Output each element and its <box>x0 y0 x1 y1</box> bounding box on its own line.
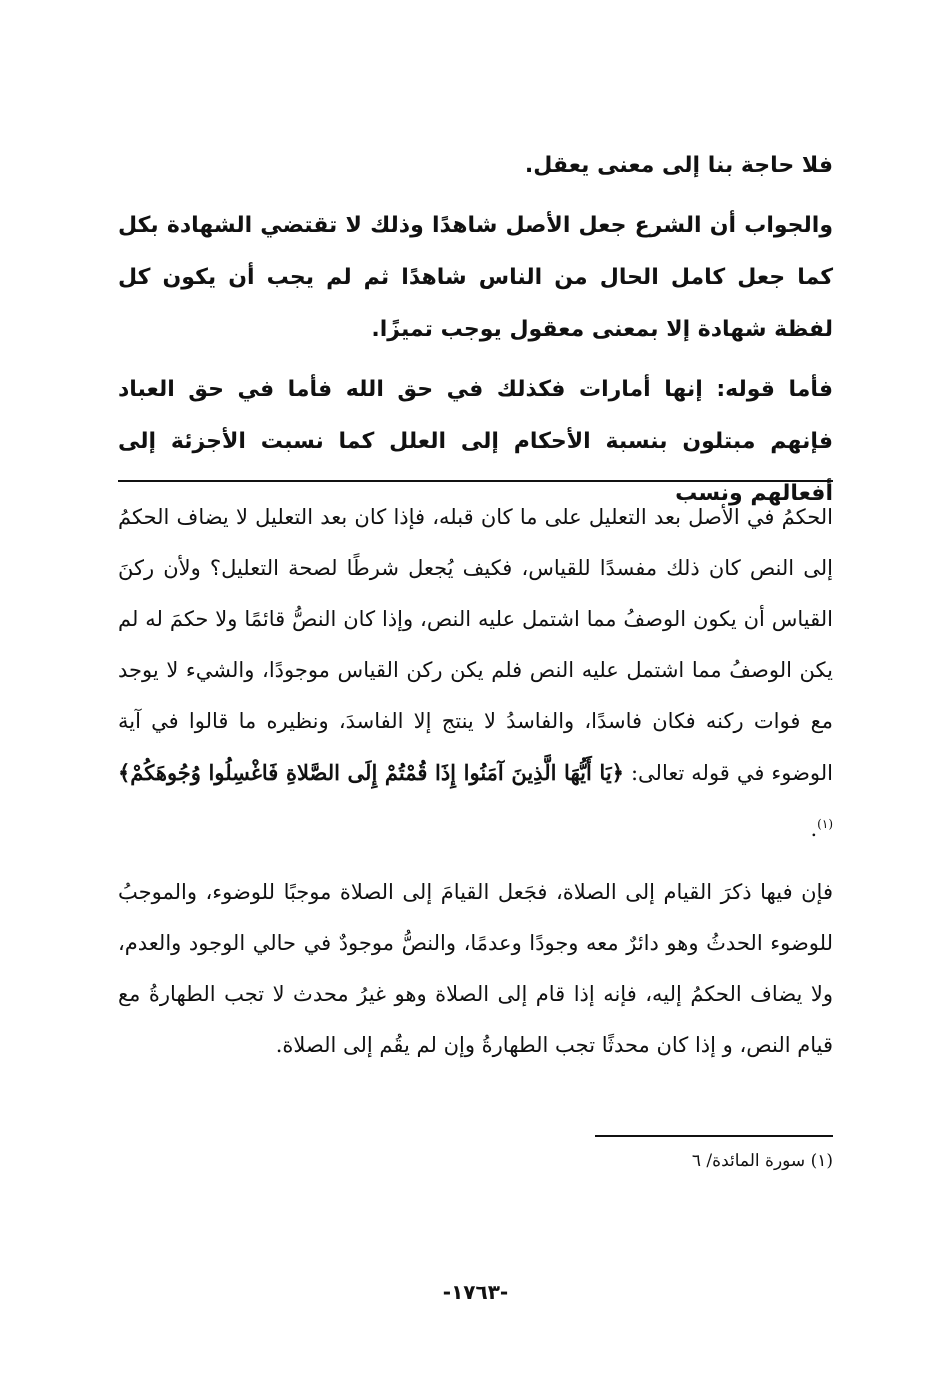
main-text <box>118 140 833 520</box>
page-number: -١٧٦٣- <box>442 1280 509 1304</box>
commentary-paragraph-1-end: . <box>810 817 818 841</box>
main-paragraph-2: والجواب أن الشرع جعل الأصل شاهدًا وذلك لا تقتضي الشهادة بكل كما جعل كامل الحال من الناس شاهدًا ثم لم يجب أن يكون كل لفظة شهادة إلا بمعنى معقول يوجب تميزًا. <box>118 213 833 342</box>
quran-verse: ﴿يَا أَيُّهَا الَّذِينَ آمَنُوا إِذَا قُمْتُمْ إِلَى الصَّلاةِ فَاغْسِلُوا وُجُوهَكُمْ﴾ <box>118 760 624 785</box>
footnote: (١) سورة المائدة/ ٦ <box>691 1151 833 1171</box>
footnote-divider <box>595 1135 833 1137</box>
commentary-text <box>118 492 833 1083</box>
document-page <box>118 140 833 1320</box>
commentary-paragraph-1-text: الحكمُ في الأصل بعد التعليل على ما كان قبله، فإذا كان بعد التعليل لا يضاف الحكمُ إلى النص كان ذلك مفسدًا للقياس، فكيف يُجعل شرطًا لصحة التعليل؟ ولأن ركنَ القياس أن يكون الوصفُ مما اشتمل عليه النص، وإذا كان النصُّ قائمًا ولا حكمَ له لم يكن الوصفُ مما اشتمل عليه النص فلم يكن ركن القياس موجودًا، والشيء لا يوجد مع فوات ركنه فكان فاسدًا، والفاسدُ لا ينتج إلا الفاسدَ، ونظيره ما قالوا في آية الوضوء في قوله تعالى: <box>118 505 833 785</box>
section-divider <box>118 480 833 482</box>
commentary-paragraph-1 <box>118 492 833 855</box>
commentary-paragraph-2: فإن فيها ذكرَ القيام إلى الصلاة، فجَعل القيامَ إلى الصلاة موجبًا للوضوء، والموجبُ للوضوء الحدثُ وهو دائرٌ معه وجودًا وعدمًا، والنصُّ موجودٌ في حالي الوجود والعدم، ولا يضاف الحكمُ إليه، فإنه إذا قام إلى الصلاة وهو غيرُ محدث لا تجب الطهارةُ مع قيام النص، و إذا كان محدثًا تجب الطهارةُ وإن لم يقُم إلى الصلاة. <box>118 880 833 1057</box>
footnote-marker: (١) <box>817 817 833 831</box>
main-paragraph-1: فلا حاجة بنا إلى معنى يعقل. <box>524 153 833 178</box>
main-paragraph-3: فأما قوله: إنها أمارات فكذلك في حق الله فأما في حق العباد فإنهم مبتلون بنسبة الأحكام إلى العلل كما نسبت الأجزئة إلى أفعالهم ونسب <box>118 377 833 506</box>
